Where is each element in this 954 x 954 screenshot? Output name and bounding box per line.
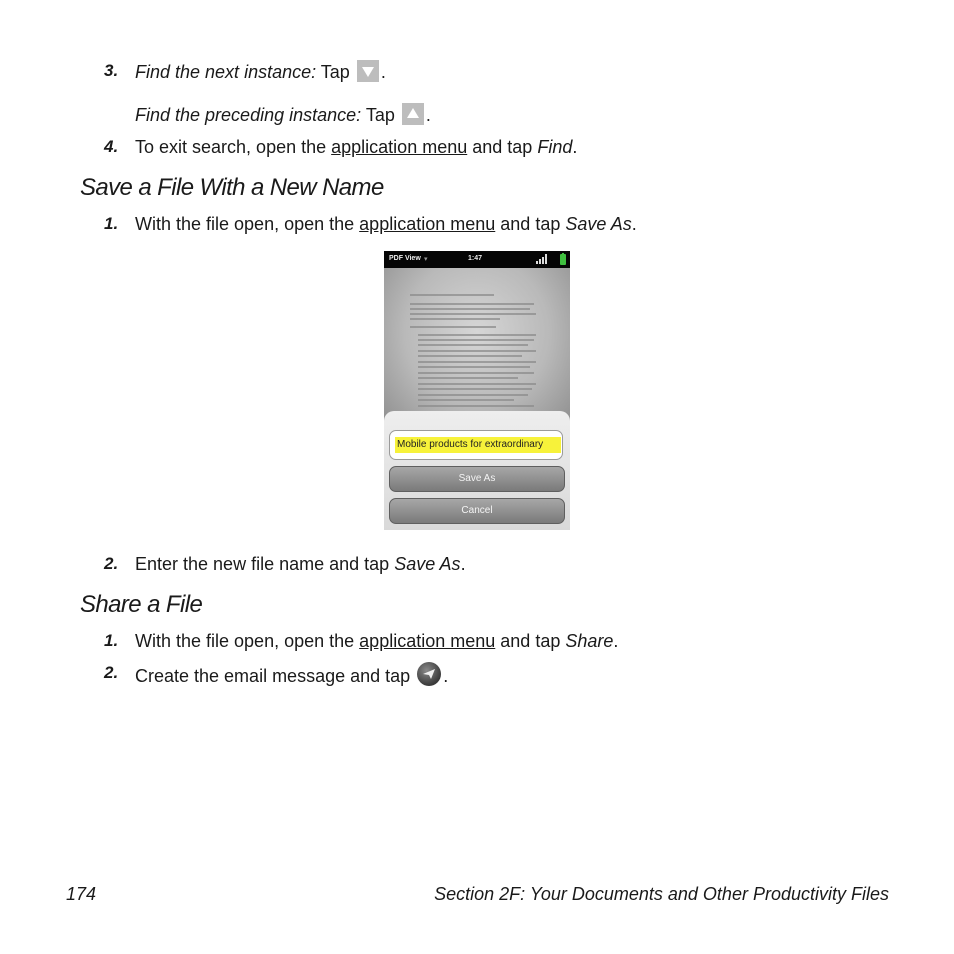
step-share: With the file open, open the application menu and tap Share. <box>135 631 619 651</box>
step-find-preceding: Find the preceding instance: Tap . <box>135 105 431 125</box>
filename-text: Mobile products for extraordinary <box>395 437 561 453</box>
arrow-up-icon <box>402 103 424 125</box>
battery-icon <box>560 253 566 267</box>
arrow-down-icon <box>357 60 379 82</box>
signal-icon <box>536 254 548 266</box>
phone-screenshot <box>384 251 570 530</box>
status-bar <box>384 251 570 268</box>
cancel-button[interactable]: Cancel <box>389 498 565 524</box>
step-enter-name: Enter the new file name and tap Save As. <box>135 554 466 574</box>
step-label: Find the next instance: <box>135 62 317 82</box>
section-heading-share: Share a File <box>80 591 203 618</box>
step-number: 2. <box>104 554 119 573</box>
step-number: 3. <box>104 61 119 80</box>
step-number: 4. <box>104 137 119 156</box>
step-number: 1. <box>104 631 119 650</box>
step-number: 1. <box>104 214 119 233</box>
step-find-next: Find the next instance: Tap . <box>135 62 386 82</box>
send-icon <box>417 662 441 686</box>
step-text: Tap <box>365 105 395 125</box>
clock: 1:47 <box>468 255 483 262</box>
step-number: 2. <box>104 663 119 682</box>
step-send-email: Create the email message and tap . <box>135 662 448 687</box>
filename-input[interactable] <box>389 430 563 460</box>
step-label: Find the preceding instance: <box>135 105 362 125</box>
chevron-down-icon: ▾ <box>424 256 428 263</box>
step-save-as: With the file open, open the application menu and tap Save As. <box>135 214 637 234</box>
application-menu-link[interactable]: application menu <box>359 214 496 234</box>
application-menu-link[interactable]: application menu <box>359 631 496 651</box>
application-menu-link[interactable]: application menu <box>331 137 468 157</box>
section-heading-save: Save a File With a New Name <box>80 174 384 201</box>
document-preview <box>384 268 570 428</box>
section-title-footer: Section 2F: Your Documents and Other Productivity Files <box>434 884 889 904</box>
step-text: Tap <box>320 62 350 82</box>
save-as-button[interactable]: Save As <box>389 466 565 492</box>
page-number: 174 <box>66 884 97 904</box>
app-menu-label[interactable]: PDF View <box>389 255 421 262</box>
save-as-dialog <box>384 411 570 530</box>
step-exit-search: To exit search, open the application menu and tap Find. <box>135 137 578 157</box>
